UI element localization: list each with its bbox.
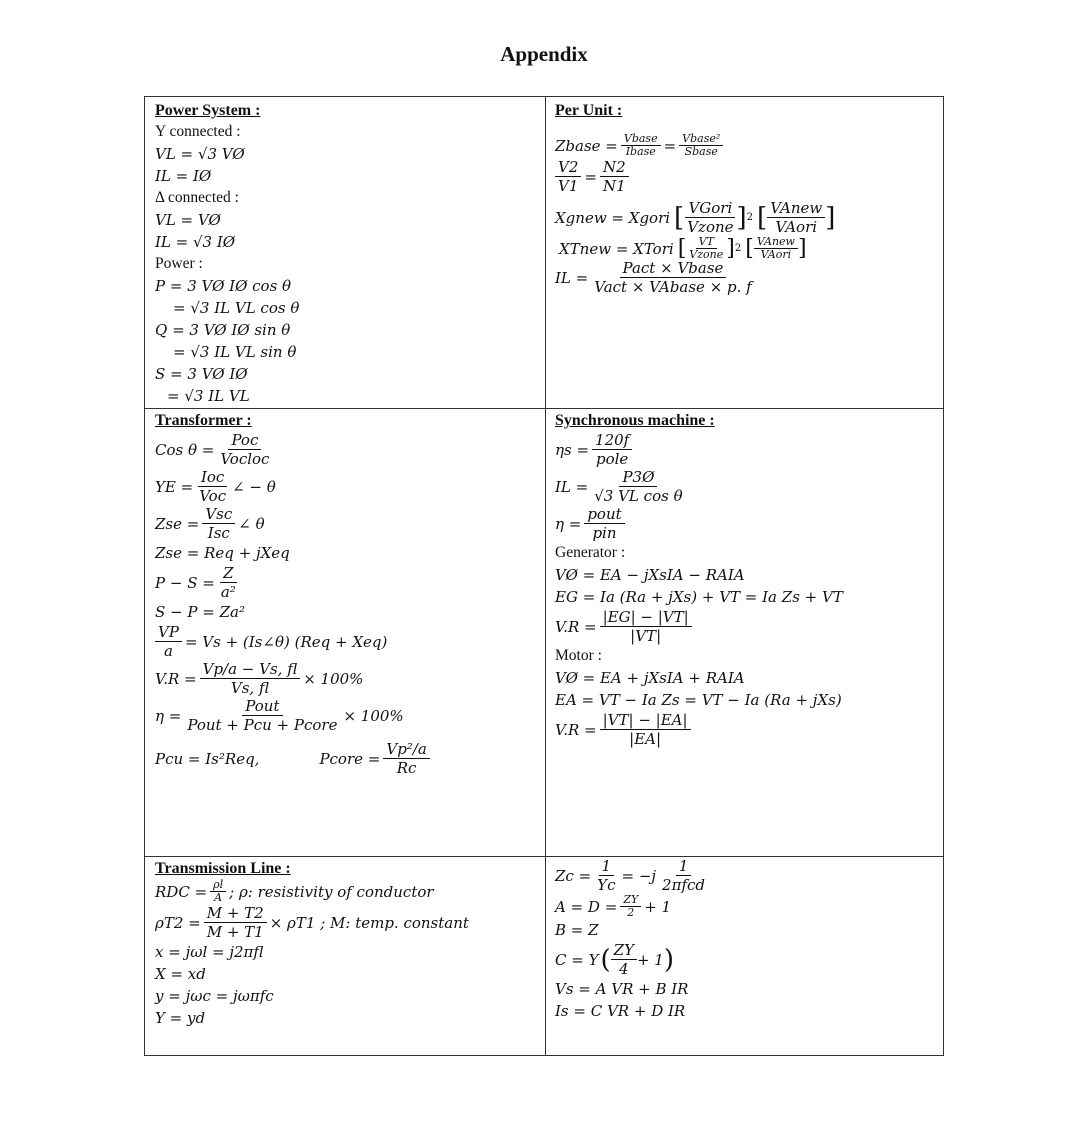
zbase-num-1: Vbase bbox=[621, 133, 661, 146]
zc-mid: = −j bbox=[621, 866, 657, 885]
tvr-num: Vp/a − Vs, fl bbox=[200, 660, 301, 679]
y-vl-eq: VL = √3 VØ bbox=[155, 145, 245, 163]
zbase-frac-1 bbox=[621, 133, 661, 158]
vp-tail: = Vs + (Is∠θ) (Req + Xeq) bbox=[184, 632, 388, 651]
ns-num: 120f bbox=[592, 431, 632, 450]
xgnew-num-1: VGori bbox=[685, 199, 735, 218]
ps-frac bbox=[218, 564, 239, 601]
cos-lhs: Cos θ = bbox=[155, 440, 215, 459]
sm-il-eq bbox=[555, 468, 843, 505]
vp-frac bbox=[155, 623, 182, 660]
mvr-den: |EA| bbox=[629, 730, 662, 748]
ad-num: ZY bbox=[620, 894, 641, 907]
sm-il-frac bbox=[591, 468, 685, 505]
a-d-eq bbox=[555, 894, 711, 919]
c-eq: C = Y ( $\frac{ZY}{4}$ + 1 ) bbox=[555, 941, 675, 978]
vp-eq bbox=[155, 623, 433, 660]
tvr-lhs: V.R = bbox=[155, 669, 197, 688]
b-eq: B = Z bbox=[555, 921, 599, 939]
teta-tail: × 100% bbox=[343, 706, 404, 725]
teta-frac bbox=[184, 697, 340, 734]
sm-eta-eq bbox=[555, 505, 843, 542]
tvr-den: Vs, fl bbox=[230, 679, 269, 697]
gen-eq-2: EG = Ia (Ra + jXs) + VT = Ia Zs + VT bbox=[555, 588, 843, 606]
tvr-tail: × 100% bbox=[303, 669, 364, 688]
zse1-den: Isc bbox=[207, 524, 230, 542]
cos-theta-eq bbox=[155, 431, 433, 468]
sm-eta-num: pout bbox=[584, 505, 624, 524]
synchronous-machine-section bbox=[555, 411, 843, 748]
pcore-frac bbox=[383, 740, 429, 777]
motor-label: Motor : bbox=[555, 647, 602, 664]
xgnew-den-2: VAori bbox=[775, 218, 818, 236]
xtnew-num-2: VAnew bbox=[754, 236, 798, 249]
cos-frac bbox=[217, 431, 272, 468]
rdc-den: A bbox=[214, 891, 223, 904]
xtnew-den-2: VAori bbox=[760, 248, 792, 261]
pcu-eq: Pcu = Is²Req, bbox=[155, 749, 260, 768]
transformer-vr-eq bbox=[155, 660, 433, 697]
rdc-num: ρl bbox=[210, 879, 226, 892]
y-il-eq: IL = IØ bbox=[155, 167, 212, 185]
motor-eq-1: VØ = EA + jXsIA + RAIA bbox=[555, 669, 745, 687]
pu-il-num: Pact × Vbase bbox=[620, 259, 727, 278]
zse1-tail: ∠ θ bbox=[238, 514, 265, 533]
zse-rect-eq: Zse = Req + jXeq bbox=[155, 544, 290, 562]
formula-table bbox=[144, 96, 944, 1056]
ps-num: Z bbox=[220, 564, 236, 583]
xtnew-den-1: Vzone bbox=[689, 248, 724, 261]
ad-frac bbox=[620, 894, 641, 919]
mvr-lhs: V.R = bbox=[555, 720, 597, 739]
gvr-lhs: V.R = bbox=[555, 617, 597, 636]
row-divider-2 bbox=[145, 856, 943, 857]
ye-num: Ioc bbox=[198, 468, 227, 487]
c-den: 4 bbox=[619, 960, 629, 978]
ns-lhs: ηs = bbox=[555, 440, 590, 459]
teta-lhs: η = bbox=[155, 706, 182, 725]
pt2-tail: × ρT1 ; M: temp. constant bbox=[269, 913, 469, 932]
s-eq-1: S = 3 VØ IØ bbox=[155, 365, 248, 383]
ye-den: Voc bbox=[199, 487, 227, 505]
pu-il-lhs: IL = bbox=[555, 268, 589, 287]
ratio-den-1: V1 bbox=[558, 177, 579, 195]
ye-frac bbox=[196, 468, 229, 505]
pu-il-den: Vact × VAbase × p. f bbox=[594, 278, 752, 296]
rdc-eq bbox=[155, 879, 469, 904]
voltage-ratio-eq: $\frac{V2}{V1}$ = $\frac{N2}{N1}$ bbox=[555, 158, 835, 195]
teta-den: Pout + Pcu + Pcore bbox=[187, 716, 338, 734]
motor-eq-2: EA = VT − Ia Zs = VT − Ia (Ra + jXs) bbox=[555, 691, 842, 709]
transformer-section bbox=[155, 411, 433, 777]
zbase-eq: Zbase = $\frac{\text{Vbase}}{\text{Ibase}}$ = $\frac{\text{Vbase²}}{\text{Sbase}}$ bbox=[555, 133, 835, 158]
power-system-section bbox=[155, 101, 299, 407]
pu-il-eq bbox=[555, 259, 835, 296]
c-lhs: C = Y bbox=[555, 950, 599, 969]
per-unit-heading: Per Unit : bbox=[555, 102, 623, 119]
synchronous-heading: Synchronous machine : bbox=[555, 412, 715, 429]
delta-il-eq: IL = √3 IØ bbox=[155, 233, 236, 251]
per-unit-section bbox=[555, 101, 835, 296]
cos-den: Vocloc bbox=[220, 450, 270, 468]
ad-lhs: A = D = bbox=[555, 897, 618, 916]
x-eq-2: X = xd bbox=[155, 965, 206, 983]
xgnew-eq: Xgnew = Xgori [ $\frac{\text{VGori}}{\text{Vzone}}$ ] 2 [ $\frac{\text{VAnew}}{\text{VAori}}$ ] bbox=[555, 199, 836, 236]
gen-vr-eq bbox=[555, 608, 843, 645]
power-system-heading: Power System : bbox=[155, 102, 261, 119]
pt2-frac bbox=[204, 904, 267, 941]
zc-num-1: 1 bbox=[599, 857, 615, 876]
ye-tail: ∠ − θ bbox=[232, 477, 276, 496]
ns-den: pole bbox=[595, 450, 629, 468]
zse1-frac bbox=[202, 505, 235, 542]
c-tail: + 1 bbox=[636, 950, 664, 969]
xtnew-eq: XTnew = XTori [ $\frac{VT}{\text{Vzone}}$ ] 2 [ $\frac{\text{VAnew}}{\text{VAori}}$ ] bbox=[559, 235, 807, 261]
mvr-frac bbox=[600, 711, 691, 748]
zc-frac-2 bbox=[659, 857, 708, 894]
cos-num: Poc bbox=[228, 431, 261, 450]
rdc-lhs: RDC = bbox=[155, 882, 208, 901]
zse1-lhs: Zse = bbox=[155, 514, 200, 533]
ad-den: 2 bbox=[627, 906, 635, 919]
q-eq-2: = √3 IL VL sin θ bbox=[173, 343, 297, 361]
is-eq: Is = C VR + D IR bbox=[555, 1002, 686, 1020]
p-eq-1: P = 3 VØ IØ cos θ bbox=[155, 277, 292, 295]
zc-num-2: 1 bbox=[676, 857, 692, 876]
transformer-heading: Transformer : bbox=[155, 412, 252, 429]
vp-num: VP bbox=[155, 623, 182, 642]
pt2-eq bbox=[155, 904, 469, 941]
pu-il-frac bbox=[591, 259, 755, 296]
transmission-heading: Transmission Line : bbox=[155, 860, 291, 877]
zc-den-1: Yc bbox=[597, 876, 616, 894]
xgnew-den-1: Vzone bbox=[687, 218, 734, 236]
zc-frac-1 bbox=[594, 857, 618, 894]
pcore-lhs: Pcore = bbox=[319, 749, 381, 768]
zbase-frac-2 bbox=[679, 133, 723, 158]
ps-den: a² bbox=[220, 583, 236, 601]
pt2-den: M + T1 bbox=[206, 923, 264, 941]
motor-vr-eq bbox=[555, 711, 843, 748]
ratio-num-1: V2 bbox=[555, 158, 581, 177]
pcore-den: Rc bbox=[396, 759, 417, 777]
zbase-num-2: Vbase² bbox=[679, 133, 723, 146]
sm-eta-lhs: η = bbox=[555, 514, 582, 533]
ad-tail: + 1 bbox=[644, 897, 672, 916]
xgnew-frac-2 bbox=[767, 199, 825, 236]
xtnew-frac-1 bbox=[686, 236, 726, 261]
ratio-num-2: N2 bbox=[600, 158, 629, 177]
pcore-num: Vp²/a bbox=[383, 740, 429, 759]
column-divider bbox=[545, 97, 546, 1055]
y-eq-2: Y = yd bbox=[155, 1009, 206, 1027]
mvr-num: |VT| − |EA| bbox=[600, 711, 691, 730]
x-eq-1: x = jωl = j2πfl bbox=[155, 943, 264, 961]
xgnew-frac-1 bbox=[684, 199, 736, 236]
sm-il-num: P3Ø bbox=[619, 468, 657, 487]
transmission-line-section bbox=[155, 859, 469, 1029]
rdc-frac bbox=[210, 879, 226, 904]
s-eq-2: = √3 IL VL bbox=[167, 387, 250, 405]
sm-eta-den: pin bbox=[592, 524, 617, 542]
gvr-num: |EG| − |VT| bbox=[600, 608, 692, 627]
delta-vl-eq: VL = VØ bbox=[155, 211, 221, 229]
vs-eq: Vs = A VR + B IR bbox=[555, 980, 689, 998]
s-minus-p-eq: S − P = Za² bbox=[155, 603, 245, 621]
c-num: ZY bbox=[611, 941, 637, 960]
losses-eq bbox=[155, 740, 433, 777]
ratio-frac-1 bbox=[555, 158, 581, 195]
c-frac bbox=[611, 941, 637, 978]
p-minus-s-eq bbox=[155, 564, 433, 601]
ps-lhs: P − S = bbox=[155, 573, 215, 592]
gvr-den: |VT| bbox=[630, 627, 662, 645]
gen-eq-1: VØ = EA − jXsIA − RAIA bbox=[555, 566, 745, 584]
sm-il-den: √3 VL cos θ bbox=[594, 487, 683, 505]
xgnew-lhs: Xgnew = Xgori bbox=[555, 208, 671, 227]
sm-il-lhs: IL = bbox=[555, 477, 589, 496]
ratio-den-2: N1 bbox=[602, 177, 626, 195]
zse-polar-eq bbox=[155, 505, 433, 542]
pt2-lhs: ρT2 = bbox=[155, 913, 201, 932]
ratio-frac-2 bbox=[600, 158, 629, 195]
gvr-frac bbox=[600, 608, 692, 645]
zse1-num: Vsc bbox=[202, 505, 235, 524]
row-divider-1 bbox=[145, 408, 943, 409]
pt2-num: M + T2 bbox=[204, 904, 267, 923]
sm-eta-frac bbox=[584, 505, 624, 542]
q-eq-1: Q = 3 VØ IØ sin θ bbox=[155, 321, 291, 339]
zc-den-2: 2πfcd bbox=[662, 876, 706, 894]
ns-eq bbox=[555, 431, 843, 468]
y-connected-label: Y connected : bbox=[155, 123, 241, 140]
power-label: Power : bbox=[155, 255, 203, 272]
p-eq-2: = √3 IL VL cos θ bbox=[173, 299, 300, 317]
xgnew-num-2: VAnew bbox=[767, 199, 825, 218]
zbase-lhs: Zbase = bbox=[555, 136, 618, 155]
xtnew-lhs: XTnew = XTori bbox=[559, 239, 674, 258]
vp-den: a bbox=[163, 642, 173, 660]
generator-label: Generator : bbox=[555, 544, 626, 561]
zc-lhs: Zc = bbox=[555, 866, 592, 885]
xtnew-frac-2 bbox=[754, 236, 798, 261]
ns-frac bbox=[592, 431, 632, 468]
zbase-den-1: Ibase bbox=[625, 145, 656, 158]
tvr-frac bbox=[200, 660, 301, 697]
y-eq-1: y = jωc = jωπfc bbox=[155, 987, 274, 1005]
zbase-den-2: Sbase bbox=[684, 145, 718, 158]
efficiency-eq bbox=[155, 697, 433, 734]
xtnew-num-1: VT bbox=[696, 236, 717, 249]
page-title: Appendix bbox=[500, 42, 588, 66]
line-parameters-section bbox=[555, 857, 711, 1022]
delta-connected-label: Δ connected : bbox=[155, 189, 239, 206]
ye-lhs: YE = bbox=[155, 477, 194, 496]
ye-eq bbox=[155, 468, 433, 505]
zc-eq bbox=[555, 857, 711, 894]
rdc-tail: ; ρ: resistivity of conductor bbox=[229, 882, 434, 901]
teta-num: Pout bbox=[242, 697, 282, 716]
